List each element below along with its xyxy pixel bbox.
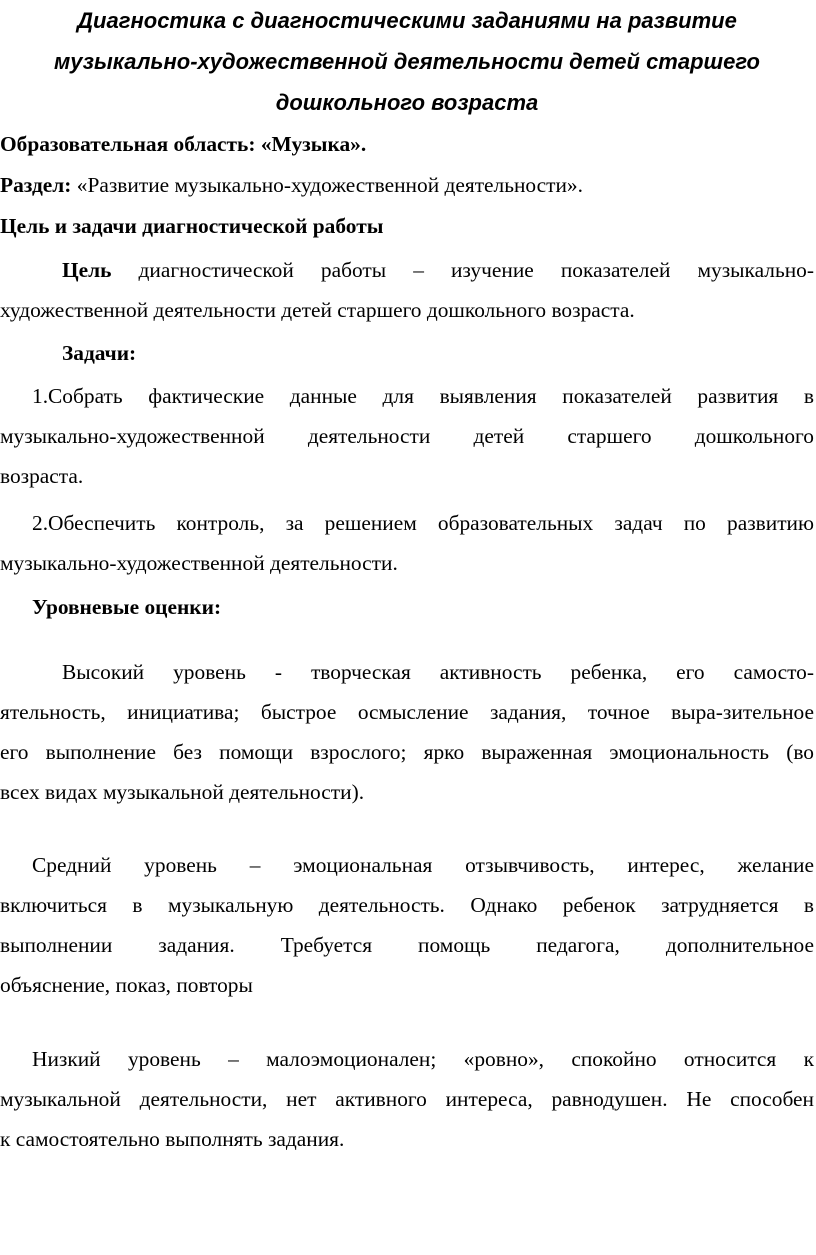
low-line-1: Низкий уровень – малоэмоционален; «ровно», спокойно относится к [32,1047,814,1071]
task-1-line-1: 1.Собрать фактические данные для выявления показателей развития в [32,384,814,408]
goal-line-2: художественной деятельности детей старшего дошкольного возраста. [0,298,635,322]
low-level-paragraph [0,1039,814,1159]
high-line-1: Высокий уровень - творческая активность ребенка, его самосто- [62,660,814,684]
edu-area-label: Образовательная область: «Музыка». [0,132,367,156]
section-label: Раздел: [0,173,72,197]
goals-heading: Цель и задачи диагностической работы [0,214,384,238]
high-line-4: всех видах музыкальной деятельности). [0,780,365,804]
title-line-2: музыкально-художественной деятельности детей старшего [54,49,760,74]
medium-line-2: включиться в музыкальную деятельность. Однако ребенок затрудняется в [0,893,814,917]
section-line [0,165,814,205]
task-1-paragraph [0,376,814,496]
low-line-3: к самостоятельно выполнять задания. [0,1127,345,1151]
document-title [0,0,814,123]
goal-paragraph [0,250,814,330]
task-1-line-2: музыкально-художественной деятельности детей старшего дошкольного [0,424,814,448]
medium-level-paragraph [0,845,814,1005]
high-line-3: его выполнение без помощи взрослого; ярко выраженная эмоциональность (во [0,740,814,764]
task-2-line-2: музыкально-художественной деятельности. [0,551,398,575]
section-text: «Развитие музыкально-художественной деятельности». [71,173,583,197]
title-line-3: дошкольного возраста [275,90,539,115]
high-line-2: ятельность, инициатива; быстрое осмысление задания, точное выра-зительное [0,700,814,724]
task-2-line-1: 2.Обеспечить контроль, за решением образовательных задач по развитию [32,511,814,535]
high-level-paragraph [0,652,814,812]
medium-line-1: Средний уровень – эмоциональная отзывчивость, интерес, желание [32,853,814,877]
medium-line-4: объяснение, показ, повторы [0,973,253,997]
edu-area-line [0,124,814,164]
title-line-1: Диагностика с диагностическими заданиями на развитие [77,8,737,33]
goal-label: Цель [62,258,112,282]
tasks-heading: Задачи: [62,341,137,365]
goal-line-1: Цель диагностической работы – изучение показателей музыкально- [62,258,814,282]
levels-heading: Уровневые оценки: [32,595,222,619]
low-line-2: музыкальной деятельности, нет активного интереса, равнодушен. Не способен [0,1087,814,1111]
task-2-paragraph [0,503,814,583]
task-1-line-3: возраста. [0,464,84,488]
medium-line-3: выполнении задания. Требуется помощь педагога, дополнительное [0,933,814,957]
